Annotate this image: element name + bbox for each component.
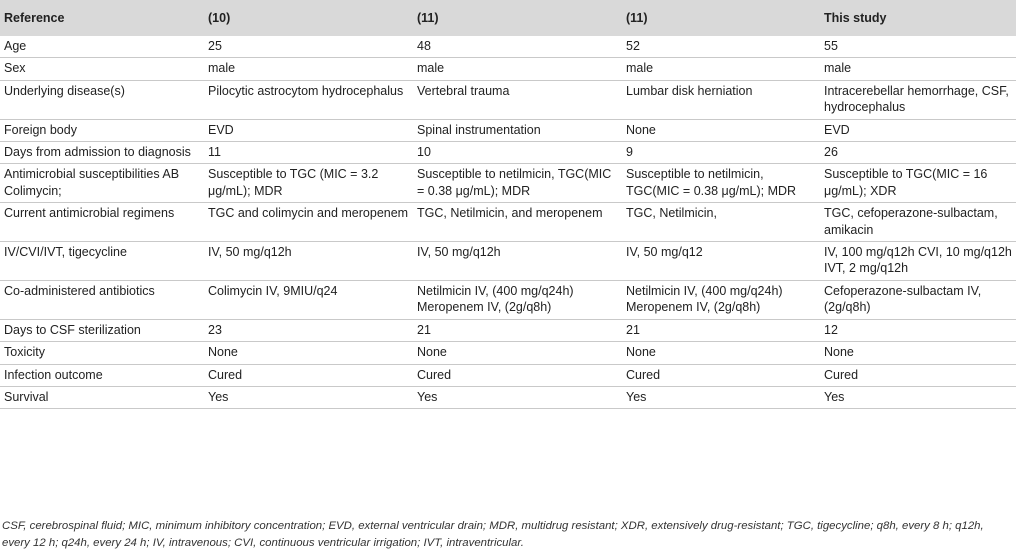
table-cell: Intracerebellar hemorrhage, CSF, hydrocephalus — [820, 80, 1016, 119]
header-label: Reference — [4, 11, 65, 25]
table-cell: None — [820, 342, 1016, 364]
table-cell: Vertebral trauma — [413, 80, 622, 119]
header-paren-close: ) — [434, 11, 439, 25]
table-row — [0, 80, 1016, 119]
table-cell: TGC, cefoperazone-sulbactam, amikacin — [820, 203, 1016, 242]
table-cell: EVD — [820, 119, 1016, 141]
table-cell: Netilmicin IV, (400 mg/q24h) Meropenem IV, (2g/q8h) — [413, 280, 622, 319]
table-cell: 10 — [413, 142, 622, 164]
table-cell: 21 — [413, 319, 622, 341]
header-ref-11a — [413, 0, 622, 36]
row-label: Foreign body — [0, 119, 204, 141]
row-label: Days from admission to diagnosis — [0, 142, 204, 164]
table-cell: Susceptible to TGC(MIC = 16 μg/mL); XDR — [820, 164, 1016, 203]
table-row — [0, 319, 1016, 341]
table-cell: TGC, Netilmicin, — [622, 203, 820, 242]
table-row — [0, 386, 1016, 408]
table-cell: None — [622, 342, 820, 364]
table-cell: Susceptible to TGC (MIC = 3.2 μg/mL); MDR — [204, 164, 413, 203]
table-cell: 48 — [413, 36, 622, 58]
header-label: This study — [824, 11, 887, 25]
table-footnote: CSF, cerebrospinal fluid; MIC, minimum inhibitory concentration; EVD, external ventricular drain; MDR, multidrug resistant; XDR, extensively drug-resistant; TGC, tigecycline; q8h, every 8 h; q12h, every 12 h; q24h, every 24 h; IV, intravenous; CVI, continuous ventricular irrigation; IVT, intraventricular. — [2, 520, 984, 549]
table-cell: EVD — [204, 119, 413, 141]
table-row — [0, 142, 1016, 164]
table-row — [0, 280, 1016, 319]
table-cell: Lumbar disk herniation — [622, 80, 820, 119]
table-cell: Colimycin IV, 9MIU/q24 — [204, 280, 413, 319]
table-cell: 55 — [820, 36, 1016, 58]
table-row — [0, 203, 1016, 242]
table-cell: TGC and colimycin and meropenem — [204, 203, 413, 242]
table-cell: Susceptible to netilmicin, TGC(MIC = 0.38 μg/mL); MDR — [622, 164, 820, 203]
row-label: Sex — [0, 58, 204, 80]
row-label: IV/CVI/IVT, tigecycline — [0, 242, 204, 281]
header-this-study — [820, 0, 1016, 36]
table-cell: 26 — [820, 142, 1016, 164]
header-paren-close: ) — [226, 11, 231, 25]
table-cell: Cured — [413, 364, 622, 386]
table-row — [0, 164, 1016, 203]
header-paren-open: ( — [626, 11, 631, 25]
table-cell: male — [820, 58, 1016, 80]
row-label: Antimicrobial susceptibilities AB Colimycin; — [0, 164, 204, 203]
table-cell: Cured — [622, 364, 820, 386]
table-cell: Spinal instrumentation — [413, 119, 622, 141]
row-label: Days to CSF sterilization — [0, 319, 204, 341]
table-cell: 52 — [622, 36, 820, 58]
table-cell: Susceptible to netilmicin, TGC(MIC = 0.38 μg/mL); MDR — [413, 164, 622, 203]
header-reference — [0, 0, 204, 36]
table-row — [0, 119, 1016, 141]
reference-link-10[interactable]: 10 — [212, 11, 227, 25]
row-label: Underlying disease(s) — [0, 80, 204, 119]
row-label: Age — [0, 36, 204, 58]
table-cell: TGC, Netilmicin, and meropenem — [413, 203, 622, 242]
table-header-row — [0, 0, 1016, 36]
table-cell: Netilmicin IV, (400 mg/q24h) Meropenem IV, (2g/q8h) — [622, 280, 820, 319]
table-cell: 9 — [622, 142, 820, 164]
table-cell: male — [204, 58, 413, 80]
table-row — [0, 364, 1016, 386]
row-label: Infection outcome — [0, 364, 204, 386]
row-label: Survival — [0, 386, 204, 408]
table-row — [0, 58, 1016, 80]
table-cell: None — [622, 119, 820, 141]
table-cell: Cured — [820, 364, 1016, 386]
header-ref-11b — [622, 0, 820, 36]
table-cell: male — [413, 58, 622, 80]
table-cell: 21 — [622, 319, 820, 341]
header-ref-10 — [204, 0, 413, 36]
header-paren-close: ) — [643, 11, 648, 25]
row-label: Current antimicrobial regimens — [0, 203, 204, 242]
table-body — [0, 36, 1016, 409]
table-cell: Yes — [413, 386, 622, 408]
table-cell: Yes — [622, 386, 820, 408]
table-row — [0, 342, 1016, 364]
row-label: Co-administered antibiotics — [0, 280, 204, 319]
table-row — [0, 242, 1016, 281]
table-cell: 23 — [204, 319, 413, 341]
table-cell: Pilocytic astrocytom hydrocephalus — [204, 80, 413, 119]
table-cell: Cured — [204, 364, 413, 386]
table-cell: 25 — [204, 36, 413, 58]
table-cell: IV, 50 mg/q12 — [622, 242, 820, 281]
header-paren-open: ( — [208, 11, 213, 25]
table-cell: IV, 50 mg/q12h — [413, 242, 622, 281]
table-cell: None — [204, 342, 413, 364]
header-paren-open: ( — [417, 11, 422, 25]
table-cell: 12 — [820, 319, 1016, 341]
table-cell: IV, 50 mg/q12h — [204, 242, 413, 281]
reference-link-11a[interactable]: 11 — [421, 11, 435, 25]
row-label: Toxicity — [0, 342, 204, 364]
table-cell: IV, 100 mg/q12h CVI, 10 mg/q12h IVT, 2 mg/q12h — [820, 242, 1016, 281]
table-cell: Yes — [204, 386, 413, 408]
reference-link-11b[interactable]: 11 — [630, 11, 644, 25]
table-cell: 11 — [204, 142, 413, 164]
table-cell: male — [622, 58, 820, 80]
table-cell: Yes — [820, 386, 1016, 408]
table-cell: None — [413, 342, 622, 364]
table-row — [0, 36, 1016, 58]
table-cell: Cefoperazone-sulbactam IV, (2g/q8h) — [820, 280, 1016, 319]
